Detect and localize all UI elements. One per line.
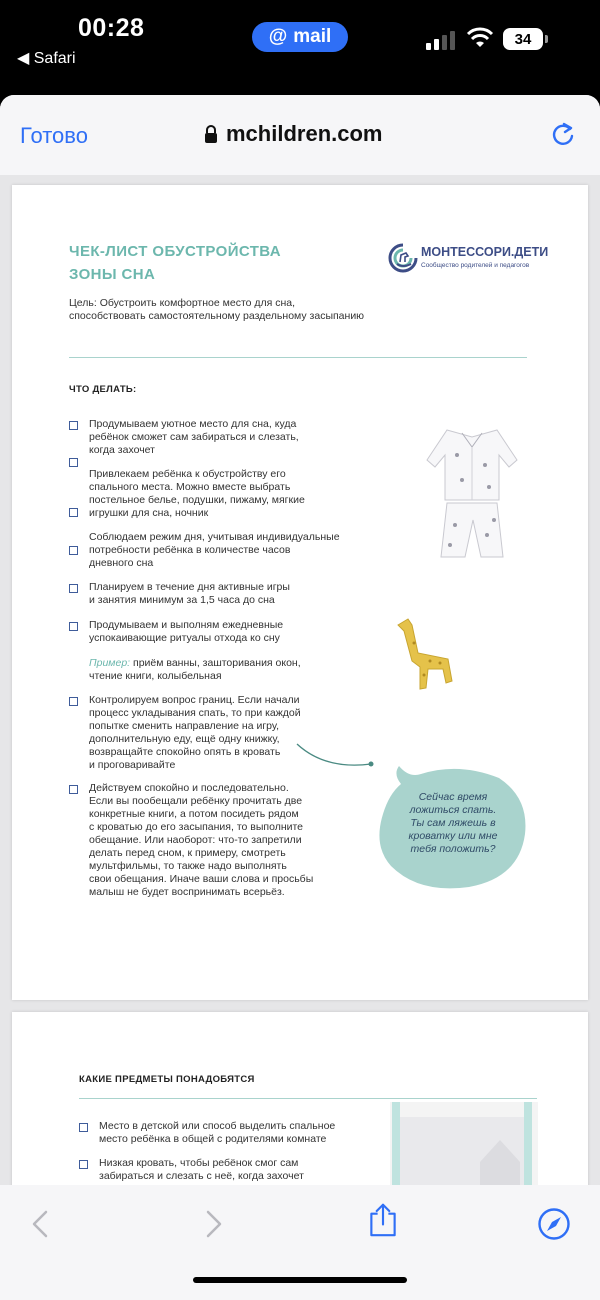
goal-text: Цель: Обустроить комфортное место для сна, способствовать самостоятельному раздельному засыпанию [69,297,365,322]
pdf-document-viewer[interactable] [0,175,600,1185]
share-icon[interactable] [366,1203,400,1237]
checklist-item: Привлекаем ребёнка к обустройству его спального места. Можно вместе выбрать постельное белье, подушки, пижаму, мягкие игрушки для сна, ночник [89,468,305,519]
montessori-logo [387,242,549,278]
checkbox[interactable] [69,785,78,794]
speech-bubble-text: Сейчас время ложиться спать. Ты сам ляжешь в кроватку или мне тебя положить? [408,791,498,855]
example-note: Пример: приём ванны, зашторивания окон, чтение книги, колыбельная [89,657,301,682]
checkbox[interactable] [69,622,78,631]
pajamas-illustration [417,425,527,565]
checkbox[interactable] [69,546,78,555]
status-time: 00:28 [78,14,145,42]
checkbox[interactable] [69,584,78,593]
checklist-item: Действуем спокойно и последовательно. Если вы пообещали ребёнку прочитать две конкретные книги, а потом посидеть рядом с кроватью до его засыпания, то выполните обещание. Или наоборот: что-то запретили делать перед сном, к примеру, смотреть мультфильмы, то также надо выполнять свои обещания. Иначе ваши слова и просьбы малыш не будет воспринимать всерьёз. [89,782,314,898]
logo-subtitle: Сообщество родителей и педагогов [421,262,530,269]
cellular-signal-icon [426,30,456,50]
back-chevron-icon[interactable] [24,1207,58,1241]
battery-tip [545,35,548,43]
home-indicator[interactable] [193,1277,407,1283]
forward-chevron-icon[interactable] [196,1207,230,1241]
document-page-2 [12,1012,588,1185]
active-app-pill[interactable] [252,22,348,52]
checkbox[interactable] [79,1123,88,1132]
checklist-item: Низкая кровать, чтобы ребёнок смог сам забираться и слезать с неё, когда захочет [99,1157,304,1182]
done-button[interactable]: Готово [20,123,88,148]
checklist-item: Продумываем и выполням ежедневные успокаивающие ритуалы отхода ко сну [89,619,284,644]
section-heading-items-needed: КАКИЕ ПРЕДМЕТЫ ПОНАДОБЯТСЯ [79,1074,255,1085]
document-page-1 [12,185,588,1000]
active-app-label: mail [293,26,332,47]
arrow-to-bubble [295,740,375,780]
browser-toolbar [0,1185,600,1300]
checklist-item: Контролируем вопрос границ. Если начали процесс укладывания спать, то при каждой попытке сменить направление на игру, дополнительную еду, ещё одну книжку, возвращайте спокойно опять в кровать и проговаривайте [89,694,301,771]
checklist-item: Планируем в течение дня активные игры и занятия минимум за 1,5 часа до сна [89,581,290,606]
status-bar [0,0,600,95]
safari-view-sheet [0,95,600,1300]
lock-icon [204,125,218,143]
battery-indicator: 34 [503,28,543,50]
address-bar[interactable] [204,121,382,147]
checklist-item: Продумываем уютное место для сна, куда ребёнок сможет сам забираться и слезать, когда захочет [89,418,299,456]
reload-icon[interactable] [550,121,576,147]
giraffe-toy-illustration [390,613,465,698]
at-sign-icon: @ [268,26,288,47]
checkbox[interactable] [79,1160,88,1169]
compass-icon[interactable] [537,1207,571,1241]
section-heading-what-to-do: ЧТО ДЕЛАТЬ: [69,384,137,395]
browser-navbar [0,95,600,175]
logo-name: МОНТЕССОРИ.ДЕТИ [421,245,549,259]
back-to-app-link[interactable]: ◀ Safari [17,50,76,67]
divider [69,357,527,358]
checklist-item: Место в детской или способ выделить спальное место ребёнка в общей с родителями комнате [99,1120,336,1145]
checklist-item: Соблюдаем режим дня, учитывая индивидуальные потребности ребёнка в количестве часов дневного сна [89,531,340,569]
divider [79,1098,537,1099]
checkbox[interactable] [69,421,78,430]
page-title: ЧЕК-ЛИСТ ОБУСТРОЙСТВА ЗОНЫ СНА [69,243,282,283]
montessori-bed-photo [390,1102,538,1185]
checkbox[interactable] [69,458,78,467]
rocking-horse-logo-icon [387,242,419,274]
url-text: mchildren.com [226,121,383,146]
wifi-icon [466,27,494,49]
checkbox[interactable] [69,508,78,517]
checkbox[interactable] [69,697,78,706]
